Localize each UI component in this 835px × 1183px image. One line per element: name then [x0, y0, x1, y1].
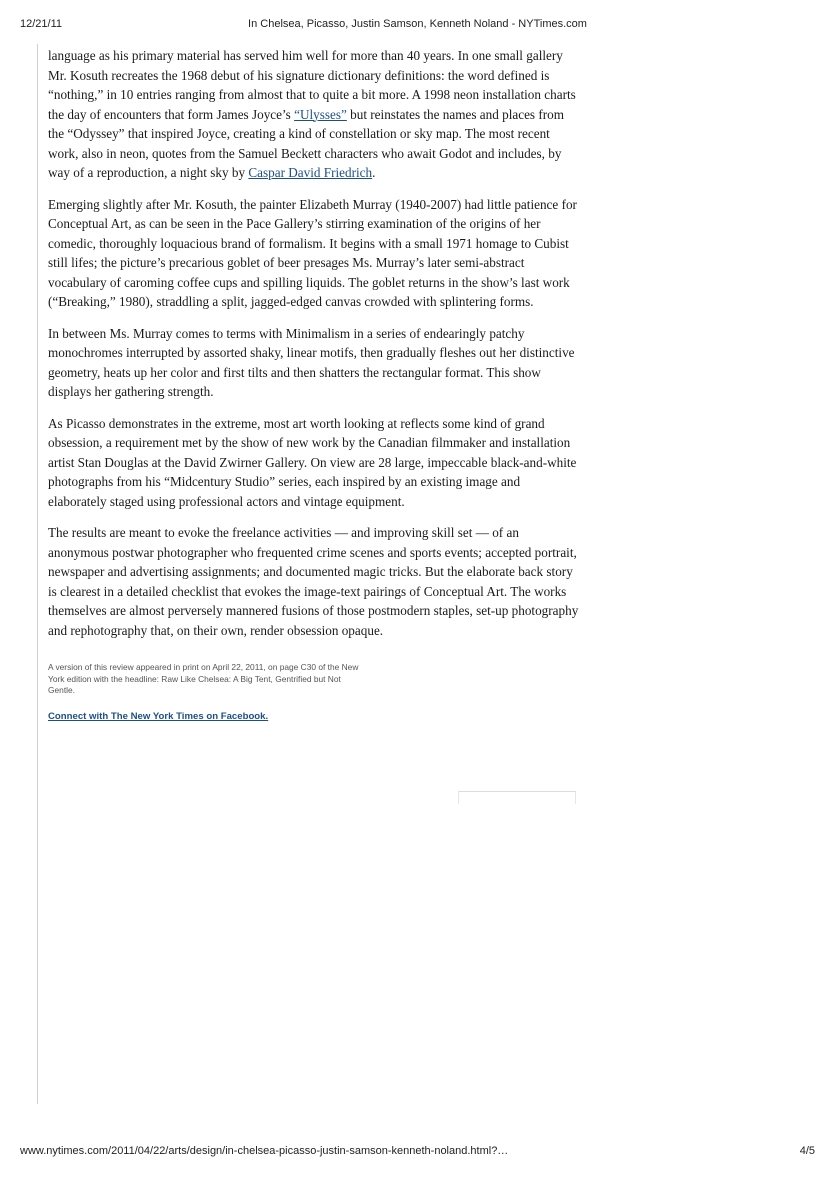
- facebook-widget-frame: [458, 791, 576, 804]
- caspar-david-friedrich-link[interactable]: Caspar David Friedrich: [248, 165, 373, 180]
- left-column-rule: [37, 44, 38, 1104]
- page-number: 4/5: [799, 1145, 815, 1157]
- paragraph-1-text-a: language as his primary material has served him well for more than 40 years. In one small gallery Mr. Kosuth recreates the 1968 debut of his signature dictionary definitions: the word defined is “nothing,” in 10 entries ranging from almost that to quite a bit more. A 1998 neon installation charts the day of encounters that form James Joyce’s: [48, 48, 576, 122]
- paragraph-1-text-b: but reinstates the names and places from the “Odyssey” that inspired Joyce, creating a kind of constellation or sky map. The most recent work, also in neon, quotes from the Samuel Beckett characters who await Godot and includes, by way of a reproduction, a night sky by: [48, 106, 564, 180]
- print-header: [20, 18, 815, 34]
- print-page-title: In Chelsea, Picasso, Justin Samson, Kenneth Noland - NYTimes.com: [248, 18, 587, 30]
- print-footer: [20, 1145, 815, 1161]
- article-body: [48, 46, 580, 722]
- facebook-connect-link[interactable]: Connect with The New York Times on Facebook.: [48, 710, 269, 722]
- print-url: www.nytimes.com/2011/04/22/arts/design/in-chelsea-picasso-justin-samson-kenneth-noland.html?…: [20, 1145, 509, 1157]
- print-edition-note: A version of this review appeared in print on April 22, 2011, on page C30 of the New York edition with the headline: Raw Like Chelsea: A Big Tent, Gentrified but Not Gentle.: [48, 662, 359, 695]
- ulysses-link[interactable]: “Ulysses”: [294, 106, 347, 122]
- article-paragraph-2: Emerging slightly after Mr. Kosuth, the painter Elizabeth Murray (1940-2007) had little patience for Conceptual Art, as can be seen in the Pace Gallery’s stirring examination of the origins of her comedic, thoroughly loquacious brand of formalism. It begins with a small 1971 homage to Cubist still lifes; the picture’s precarious goblet of beer presages Ms. Murray’s later semi-abstract vocabulary of caroming coffee cups and spilling liquids. The goblet returns in the show’s last work (“Breaking,” 1980), straddling a split, jagged-edged canvas crowded with splintering forms.: [48, 196, 577, 309]
- article-paragraph-5: The results are meant to evoke the freelance activities — and improving skill set — of an anonymous postwar photographer who frequented crime scenes and sports events; accepted portrait, newspaper and advertising assignments; and documented magic tricks. But the elaborate back story is clearest in a detailed checklist that evokes the image-text pairings of Conceptual Art. The works themselves are almost perversely mannered fusions of those postmodern staples, set-up photography and rephotography that, on their own, render obsession opaque.: [48, 525, 579, 638]
- print-date: 12/21/11: [20, 18, 63, 30]
- article-paragraph-4: As Picasso demonstrates in the extreme, most art worth looking at reflects some kind of grand obsession, a requirement met by the show of new work by the Canadian filmmaker and installation artist Stan Douglas at the David Zwirner Gallery. On view are 28 large, impeccable black-and-white photographs from his “Midcentury Studio” series, each inspired by an existing image and elaborately staged using professional actors and vintage equipment.: [48, 415, 577, 509]
- article-paragraph-1: [48, 46, 580, 183]
- article-paragraph-3: In between Ms. Murray comes to terms with Minimalism in a series of endearingly patchy monochromes interrupted by assorted shaky, linear motifs, then gradually fleshes out her distinctive geometry, heats up her color and first tilts and then shatters the rectangular format. This show displays her gathering strength.: [48, 325, 575, 399]
- paragraph-1-text-c: .: [372, 165, 376, 180]
